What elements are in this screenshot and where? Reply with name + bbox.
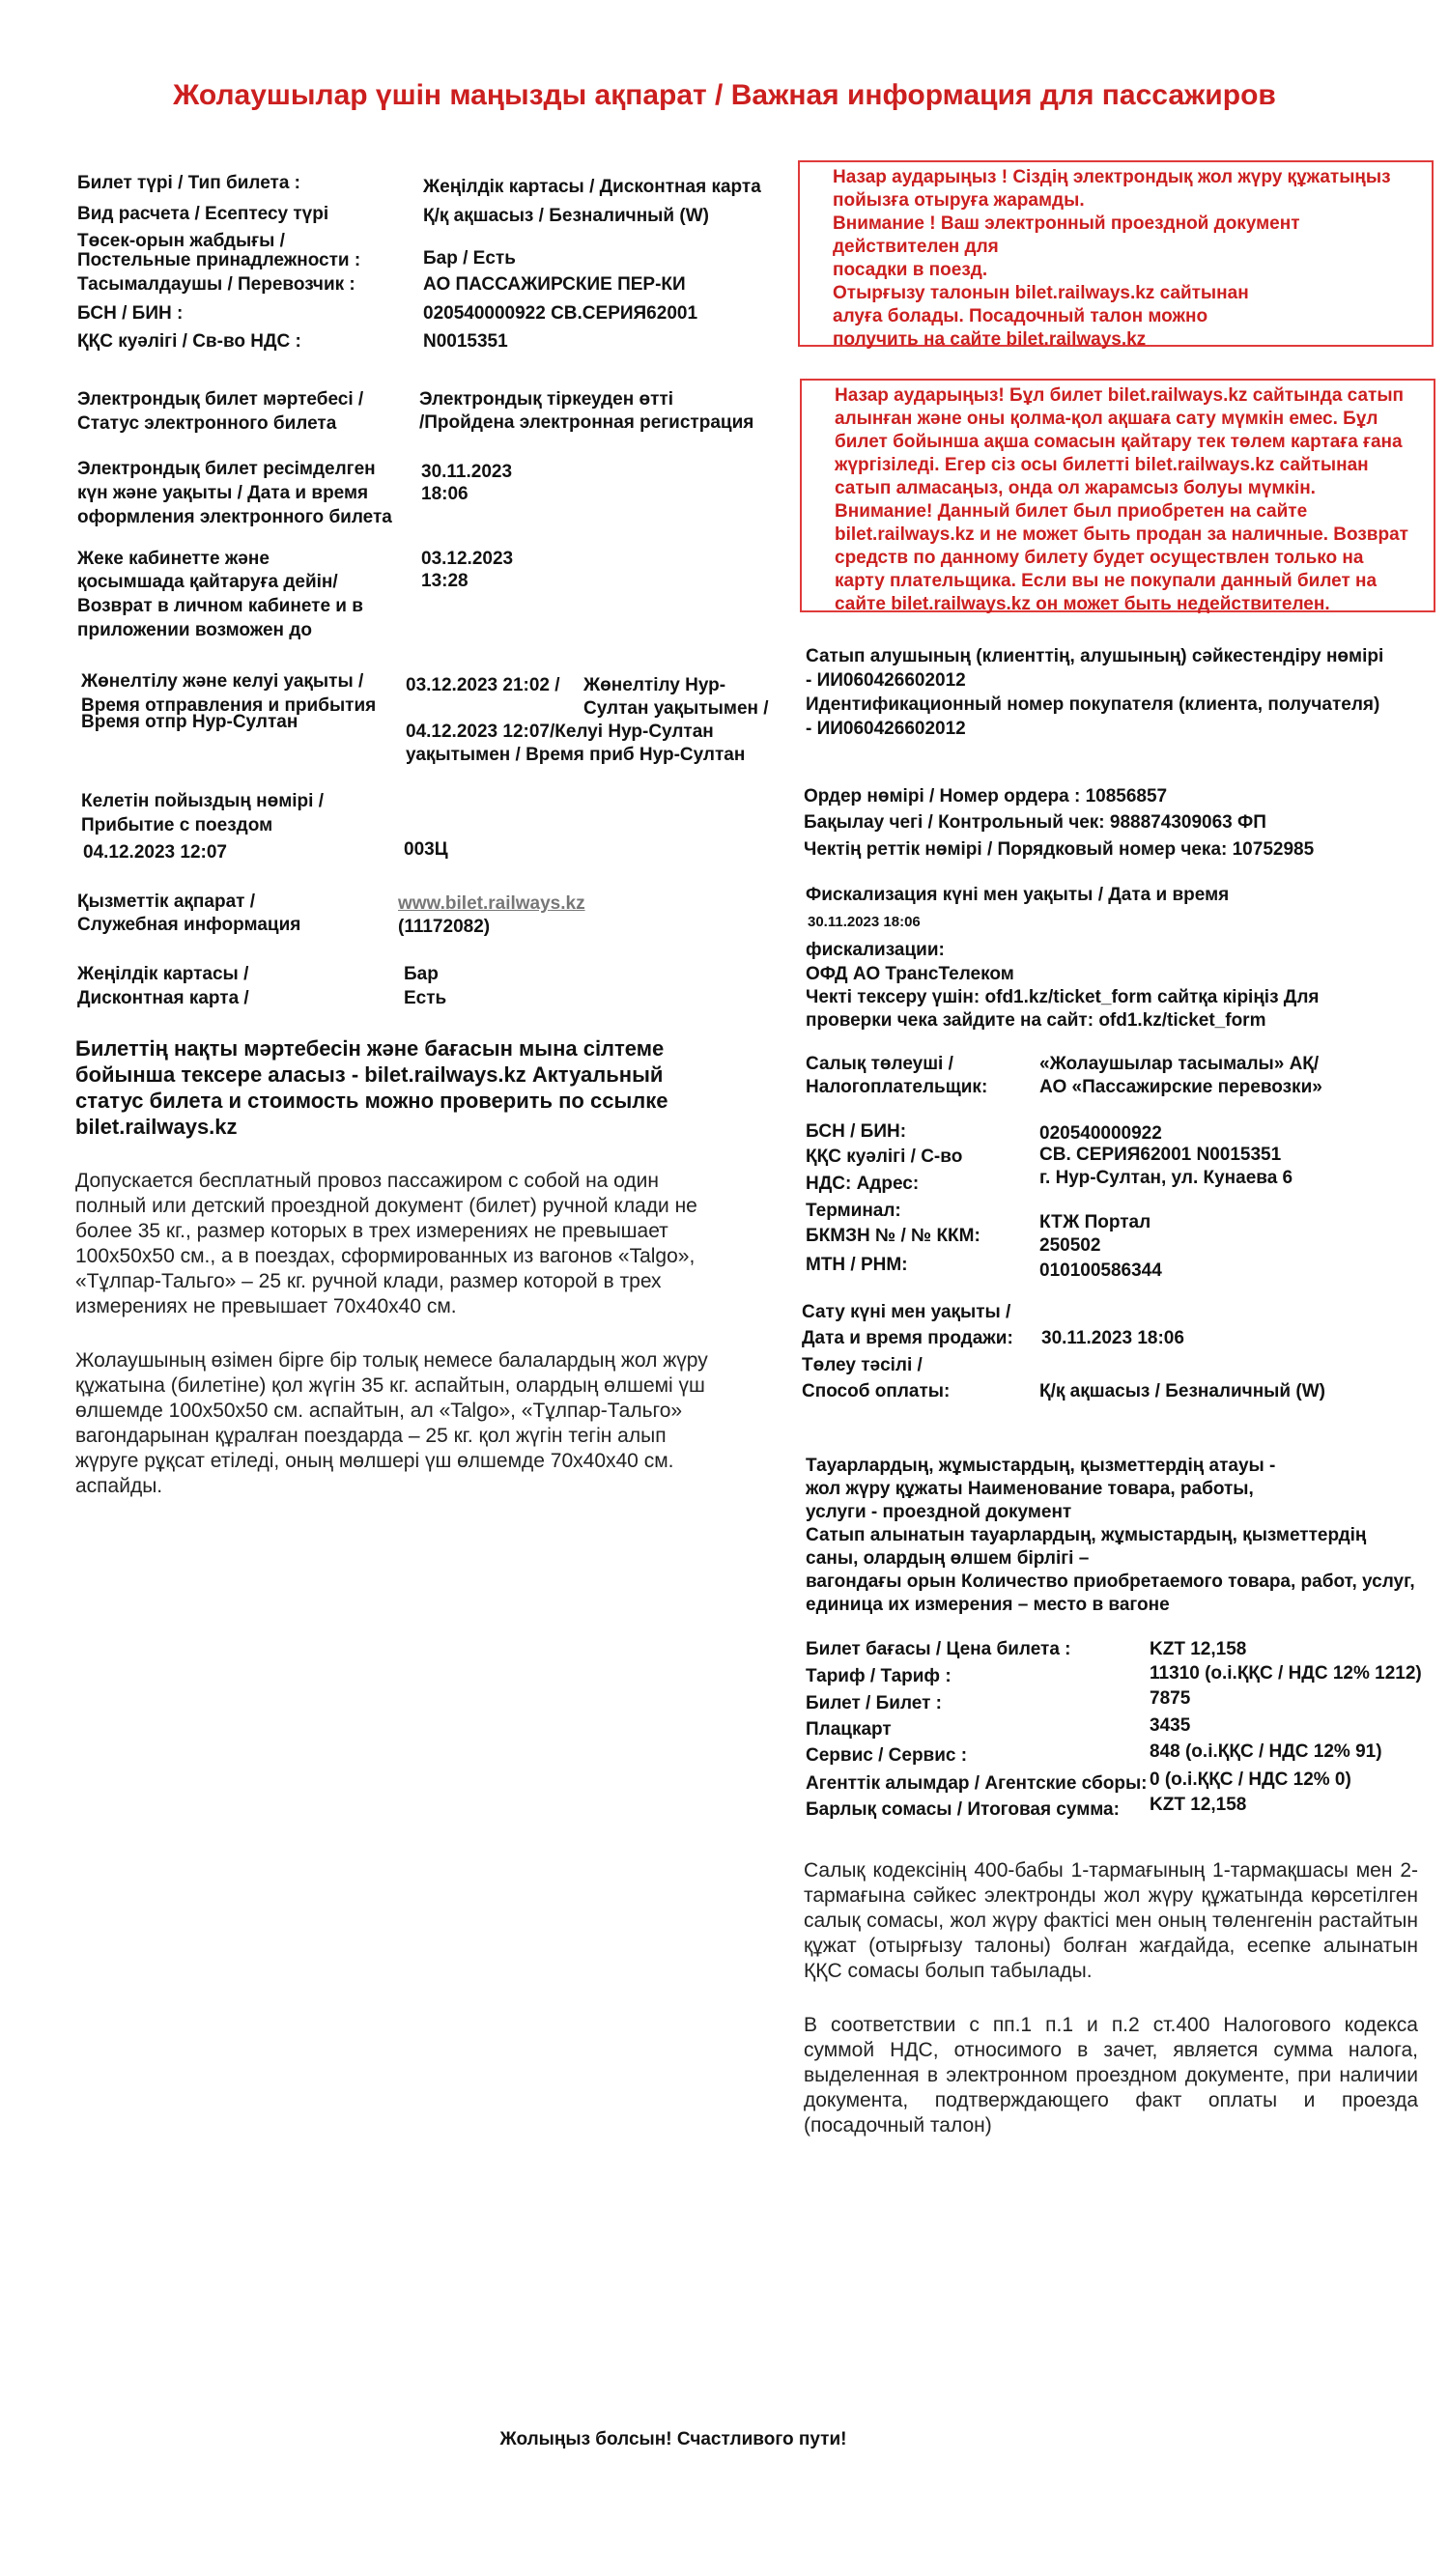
warning-line: получить на сайте bilet.railways.kz xyxy=(833,329,1147,350)
price-label: Сервис / Сервис : xyxy=(806,1745,968,1766)
price-label: Барлық сомасы / Итоговая сумма: xyxy=(806,1799,1120,1820)
warning-line: алынған және оны қолма-қол ақшаға сату мүмкін емес. Бұл xyxy=(835,409,1378,429)
mtn-value: 010100586344 xyxy=(1039,1260,1162,1281)
issued-date: 30.11.2023 xyxy=(421,462,513,482)
price-value: 0 (о.і.ҚҚС / НДС 12% 0) xyxy=(1150,1769,1351,1790)
bin-value: 020540000922 СВ.СЕРИЯ62001 xyxy=(423,303,698,324)
price-label: Билет бағасы / Цена билета : xyxy=(806,1639,1071,1659)
pay-label-1: Төлеу тәсілі / xyxy=(802,1355,923,1375)
carrier-value: АО ПАССАЖИРСКИЕ ПЕР-КИ xyxy=(423,274,686,295)
check-verify-2: проверки чека зайдите на сайт: ofd1.kz/ticket_form xyxy=(806,1010,1266,1031)
order-number: Ордер нөмірі / Номер ордера : 10856857 xyxy=(804,786,1168,807)
price-label: Агенттік алымдар / Агентские сборы: xyxy=(806,1773,1148,1794)
price-value: KZT 12,158 xyxy=(1150,1639,1247,1659)
arrival-value-1: 04.12.2023 12:07/Келуі Нур-Султан xyxy=(406,722,714,742)
warning-line: сатып алмасаңыз, онда ол жарамсыз болуы мүмкін. xyxy=(835,478,1316,498)
service-label-1: Қызметтік ақпарат / xyxy=(77,892,255,912)
service-link[interactable]: www.bilet.railways.kz xyxy=(398,893,585,914)
bkmzn-value: 250502 xyxy=(1039,1235,1101,1256)
status-value-1: Электрондық тіркеуден өтті xyxy=(419,389,673,410)
baggage-note-kz: Жолаушының өзімен бірге бір толық немесе балалардың жол жүру құжатына (билетіне) қол жүгін 35 кг. аспайтын, олардың өлшемі үш өлшемде 100x50x50 см. аспайтын, ал «Talgo», «Тұлпар-Тальго» вагондарынан құралған поездарда – 25 кг. қол жүгін тегін алып жүруге рұқсат етіледі, оның мөлшері үш өлшемде 70x40x40 см. аспайды. xyxy=(75,1349,708,1497)
page-title: Жолаушылар үшін маңызды ақпарат / Важная информация для пассажиров xyxy=(173,79,1276,111)
buyer-id-1: Сатып алушының (клиенттің, алушының) сәйкестендіру нөмірі xyxy=(806,646,1384,666)
price-value: 3435 xyxy=(1150,1715,1191,1736)
goods-line: Сатып алынатын тауарлардың, жұмыстардың, қызметтердің xyxy=(806,1525,1367,1545)
warning-line: bilet.railways.kz и не может быть продан за наличные. Возврат xyxy=(835,524,1408,545)
refund-label-1: Жеке кабинетте және xyxy=(77,549,270,569)
warning-box-valid xyxy=(798,160,1434,350)
bedding-value: Бар / Есть xyxy=(423,248,516,269)
train-label-2: Прибытие с поездом xyxy=(81,815,273,835)
vat-label: ҚҚС куәлігі / Св-во НДС : xyxy=(77,331,301,352)
check-status-note: Билеттің нақты мәртебесін және бағасын мына сілтеме бойынша тексере алаcыз - bilet.railways.kz Актуальный статус билета и стоимость можно проверить по ссылке bilet.railways.kz xyxy=(75,1036,668,1139)
footer-greeting: Жолыңыз болсын! Счастливого пути! xyxy=(499,2429,847,2449)
ofd-operator: ОФД АО ТрансТелеком xyxy=(806,964,1014,984)
service-label-2: Служебная информация xyxy=(77,915,301,935)
bedding-label-1: Төсек-орын жабдығы / xyxy=(77,231,285,251)
control-check: Бақылау чегі / Контрольный чек: 988874309063 ФП xyxy=(804,812,1266,833)
pay-value: Қ/қ ақшасыз / Безналичный (W) xyxy=(1039,1381,1325,1401)
price-value: 7875 xyxy=(1150,1688,1191,1709)
warning-line: карту плательщика. Если вы не покупали данный билет на xyxy=(835,571,1378,591)
goods-line: услуги - проездной документ xyxy=(806,1502,1072,1522)
ticket-type-label: Билет түрі / Тип билета : xyxy=(77,173,300,193)
status-label-2: Статус электронного билета xyxy=(77,413,337,434)
train-label-1: Келетін пойыздың нөмірі / xyxy=(81,791,324,811)
times-label-1: Жөнелтілу және келуі уақыты / xyxy=(81,671,364,692)
price-value: 848 (о.і.ҚҚС / НДС 12% 91) xyxy=(1150,1741,1382,1762)
refund-label-3: Возврат в личном кабинете и в xyxy=(77,596,363,616)
tax-note-kz: Салық кодексінің 400-бабы 1-тармағының 1-тармақшасы мен 2-тармағына сәйкес электронды жол жүру құжатында көрсетілген салық сомасы, жол жүру фактісі мен оның төленгенін растайтын құжат (отырғызу талоны) болған жағдайда, есепке алынатын ҚҚС сомасы болып табылады. xyxy=(804,1859,1418,1982)
service-code: (11172082) xyxy=(398,917,491,937)
bedding-label-2: Постельные принадлежности : xyxy=(77,250,361,270)
bkmzn-label: БКМЗН № / № ККМ: xyxy=(806,1226,980,1246)
warning-line: Назар аударыңыз! Бұл билет bilet.railways.kz сайтында сатып xyxy=(835,385,1405,406)
fiscal-date: 30.11.2023 18:06 xyxy=(808,914,921,930)
times-label-3: Время отпр Нур-Султан xyxy=(81,712,298,732)
r-vat-label: ҚҚС куәлігі / С-во xyxy=(806,1146,963,1167)
taxpayer-value-2: АО «Пассажирские перевозки» xyxy=(1039,1077,1322,1097)
vat-value: N0015351 xyxy=(423,331,508,352)
train-number: 003Ц xyxy=(404,839,448,860)
warning-line: действителен для xyxy=(833,237,999,257)
warning-line: Внимание ! Ваш электронный проездной документ xyxy=(833,213,1300,234)
baggage-note-ru: Допускается бесплатный провоз пассажиром с собой на один полный или детский проездной документ (билет) ручной клади не более 35 кг., размер которых в трех измерениях не превышает 100x50x50 см., а в поездах, сформированных из вагонов «Talgo», «Тұлпар-Тальго» – 25 кг. ручной клади, размер которой в трех измерениях не превышает 70x40x40 см. xyxy=(75,1170,697,1317)
r-bin-label: БСН / БИН: xyxy=(806,1121,907,1142)
r-vat-value: СВ. СЕРИЯ62001 N0015351 xyxy=(1039,1145,1282,1165)
discount-label-1: Жеңілдік картасы / xyxy=(77,964,249,984)
warning-line: билет бойынша ақша сомасын қайтару тек төлем картаға ғана xyxy=(835,432,1403,452)
taxpayer-label-1: Салық төлеуші / xyxy=(806,1054,953,1074)
price-label: Плацкарт xyxy=(806,1719,892,1740)
r-nds-label: НДС: Адрес: xyxy=(806,1174,920,1194)
ticket-type-value: Жеңілдік картасы / Дисконтная карта xyxy=(423,177,761,197)
pay-label-2: Способ оплаты: xyxy=(802,1381,951,1401)
warning-line: Отырғызу талонын bilet.railways.kz сайтынан xyxy=(833,283,1249,303)
terminal-value: КТЖ Портал xyxy=(1039,1212,1151,1232)
fiscal-label: Фискализация күні мен уақыты / Дата и время xyxy=(806,885,1230,905)
arrival-value-2: уақытымен / Время приб Нур-Султан xyxy=(406,745,746,765)
warning-line: сайте bilet.railways.kz он может быть недействителен. xyxy=(835,594,1330,614)
terminal-label: Терминал: xyxy=(806,1201,901,1221)
issued-label-2: күн және уақыты / Дата и время xyxy=(77,483,369,503)
warning-line: пойызға отыруға жарамды. xyxy=(833,190,1085,211)
refund-label-4: приложении возможен до xyxy=(77,620,312,640)
sale-label-2: Дата и время продажи: xyxy=(802,1328,1013,1348)
status-value-2: /Пройдена электронная регистрация xyxy=(419,412,754,433)
carrier-label: Тасымалдаушы / Перевозчик : xyxy=(77,274,355,295)
warning-line: Назар аударыңыз ! Сіздің электрондық жол жүру құжатыңыз xyxy=(833,167,1391,187)
price-label: Тариф / Тариф : xyxy=(806,1666,952,1686)
warning-box-purchase xyxy=(800,379,1435,612)
warning-line: жүргізіледі. Егер сіз осы билетті bilet.railways.kz сайтынан xyxy=(835,455,1369,475)
discount-label-2: Дисконтная карта / xyxy=(77,988,249,1008)
departure-note-2: Султан уақытымен / xyxy=(583,698,769,719)
refund-date: 03.12.2023 xyxy=(421,549,514,569)
departure-note-1: Жөнелтілу Нур- xyxy=(583,675,726,695)
buyer-id-2: - ИИ060426602012 xyxy=(806,670,966,691)
fiscal-label-2: фискализации: xyxy=(806,940,945,960)
issued-time: 18:06 xyxy=(421,484,469,504)
taxpayer-label-2: Налогоплательщик: xyxy=(806,1077,988,1097)
goods-line: саны, олардың өлшем бірлігі – xyxy=(806,1548,1090,1569)
payment-label: Вид расчета / Есептесу түрі xyxy=(77,204,329,224)
mtn-label: МТН / РНМ: xyxy=(806,1255,908,1275)
price-value: KZT 12,158 xyxy=(1150,1795,1247,1815)
goods-line: вагондағы орын Количество приобретаемого товара, работ, услуг, xyxy=(806,1571,1415,1592)
tax-note-ru: В соответствии с пп.1 п.1 и п.2 ст.400 Налогового кодекса суммой НДС, относимого в зачет, является сумма налога, выделенная в электронном проездном документе, при наличии документа, подтверждающего факт оплаты и проезда (посадочный талон) xyxy=(804,2014,1418,2137)
departure-value: 03.12.2023 21:02 / xyxy=(406,675,560,695)
buyer-id-4: - ИИ060426602012 xyxy=(806,719,966,739)
goods-line: единица их измерения – место в вагоне xyxy=(806,1595,1170,1615)
refund-label-2: қосымшада қайтаруға дейін/ xyxy=(77,572,338,592)
check-verify-1: Чекті тексеру үшін: ofd1.kz/ticket_form сайтқа кіріңіз Для xyxy=(806,987,1320,1007)
r-address: г. Нур-Султан, ул. Кунаева 6 xyxy=(1039,1168,1293,1188)
warning-line: средств по данному билету будет осуществлен только на xyxy=(835,548,1364,568)
price-label: Билет / Билет : xyxy=(806,1693,942,1713)
warning-line: алуға болады. Посадочный талон можно xyxy=(833,306,1208,326)
discount-value-2: Есть xyxy=(404,988,447,1008)
taxpayer-value-1: «Жолаушылар тасымалы» АҚ/ xyxy=(1039,1054,1320,1074)
discount-value-1: Бар xyxy=(404,964,439,984)
price-value: 11310 (о.і.ҚҚС / НДС 12% 1212) xyxy=(1150,1663,1422,1684)
times-label-2: Время отправления и прибытия xyxy=(81,695,377,716)
issued-label-3: оформления электронного билета xyxy=(77,507,392,527)
issued-label-1: Электрондық билет ресімделген xyxy=(77,459,376,479)
buyer-id-3: Идентификационный номер покупателя (клиента, получателя) xyxy=(806,694,1380,715)
r-bin-value: 020540000922 xyxy=(1039,1123,1162,1144)
train-arrival: 04.12.2023 12:07 xyxy=(83,842,227,863)
warning-line: посадки в поезд. xyxy=(833,260,988,280)
status-label-1: Электрондық билет мәртебесі / xyxy=(77,389,364,410)
refund-time: 13:28 xyxy=(421,571,469,591)
sale-label-1: Сату күні мен уақыты / xyxy=(802,1302,1011,1322)
check-sequence: Чектің реттік нөмірі / Порядковый номер чека: 10752985 xyxy=(804,839,1315,860)
sale-value: 30.11.2023 18:06 xyxy=(1041,1328,1184,1348)
warning-line: Внимание! Данный билет был приобретен на сайте xyxy=(835,501,1308,522)
payment-value: Қ/қ ақшасыз / Безналичный (W) xyxy=(423,206,709,226)
goods-line: жол жүру құжаты Наименование товара, работы, xyxy=(806,1479,1254,1499)
bin-label: БСН / БИН : xyxy=(77,303,184,324)
goods-line: Тауарлардың, жұмыстардың, қызметтердің атауы - xyxy=(806,1456,1276,1476)
